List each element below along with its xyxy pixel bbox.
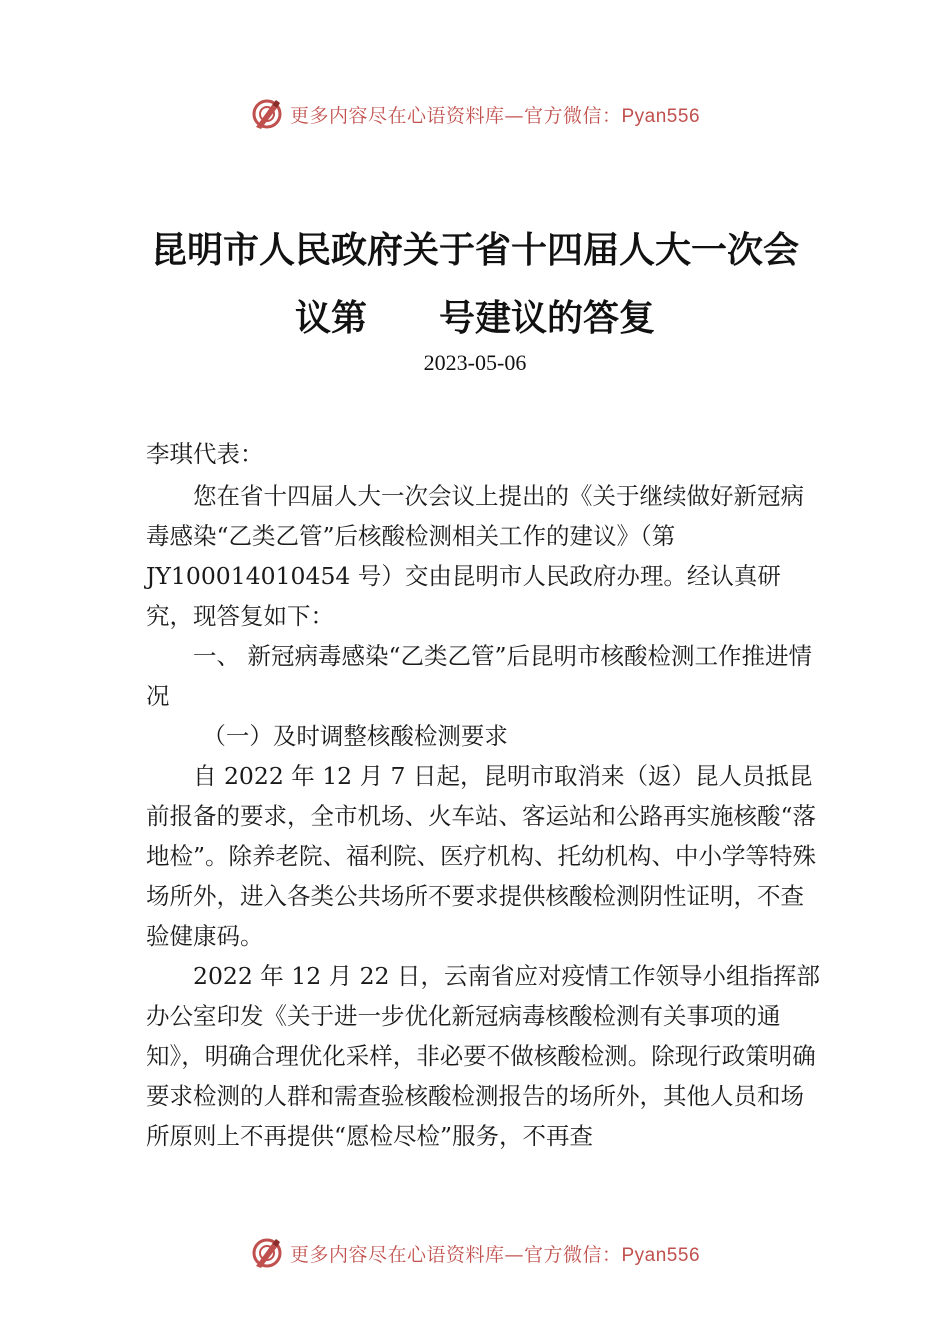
section-heading: 一、 新冠病毒感染“乙类乙管”后昆明市核酸检测工作推进情况 [146,642,812,710]
paragraph: 自 2022 年 12 月 7 日起，昆明市取消来（返）昆人员抵昆前报备的要求，全市机场、火车站、客运站和公路再实施核酸“落地检”。除养老院、福利院、医疗机构、托幼机构、中小学等特殊场所外，进入各类公共场所不要求提供核酸检测阴性证明，不查验健康码。 [146,762,817,950]
title-line2-right: 号建议的答复 [439,297,656,339]
banner-text [290,1240,700,1267]
pen-logo-icon [250,97,284,131]
doc-body [146,476,826,1156]
header-banner [0,94,950,134]
pen-logo-icon [250,1236,284,1270]
paragraph-intro: 您在省十四届人大一次会议上提出的《关于继续做好新冠病毒感染“乙类乙管”后核酸检测相关工作的建议》（第 JY100014010454 号）交由昆明市人民政府办理。经认真研究，现答复如下： [146,482,804,630]
salutation-text: 李琪代表： [146,440,264,468]
banner-text [290,101,700,128]
banner-promo: 更多内容尽在心语资料库—官方微信： [289,104,622,127]
wechat-id: Pyan556 [621,105,701,127]
wechat-id: Pyan556 [621,1244,701,1266]
paragraph: 2022 年 12 月 22 日，云南省应对疫情工作领导小组指挥部办公室印发《关于进一步优化新冠病毒核酸检测有关事项的通知》，明确合理优化采样，非必要不做核酸检测。除现行政策明确要求检测的人群和需查验核酸检测报告的场所外，其他人员和场所原则上不再提供“愿检尽检”服务，不再查 [146,962,820,1150]
doc-date: 2023-05-06 [423,350,527,375]
banner-promo: 更多内容尽在心语资料库—官方微信： [289,1243,622,1266]
doc-title-line2 [0,290,950,341]
salutation [146,434,826,474]
title-line2-left: 议第 [294,297,367,339]
subsection-heading: （一）及时调整核酸检测要求 [202,722,508,750]
doc-title-line1: 昆明市人民政府关于省十四届人大一次会 [150,229,799,271]
footer-banner [0,1233,950,1273]
